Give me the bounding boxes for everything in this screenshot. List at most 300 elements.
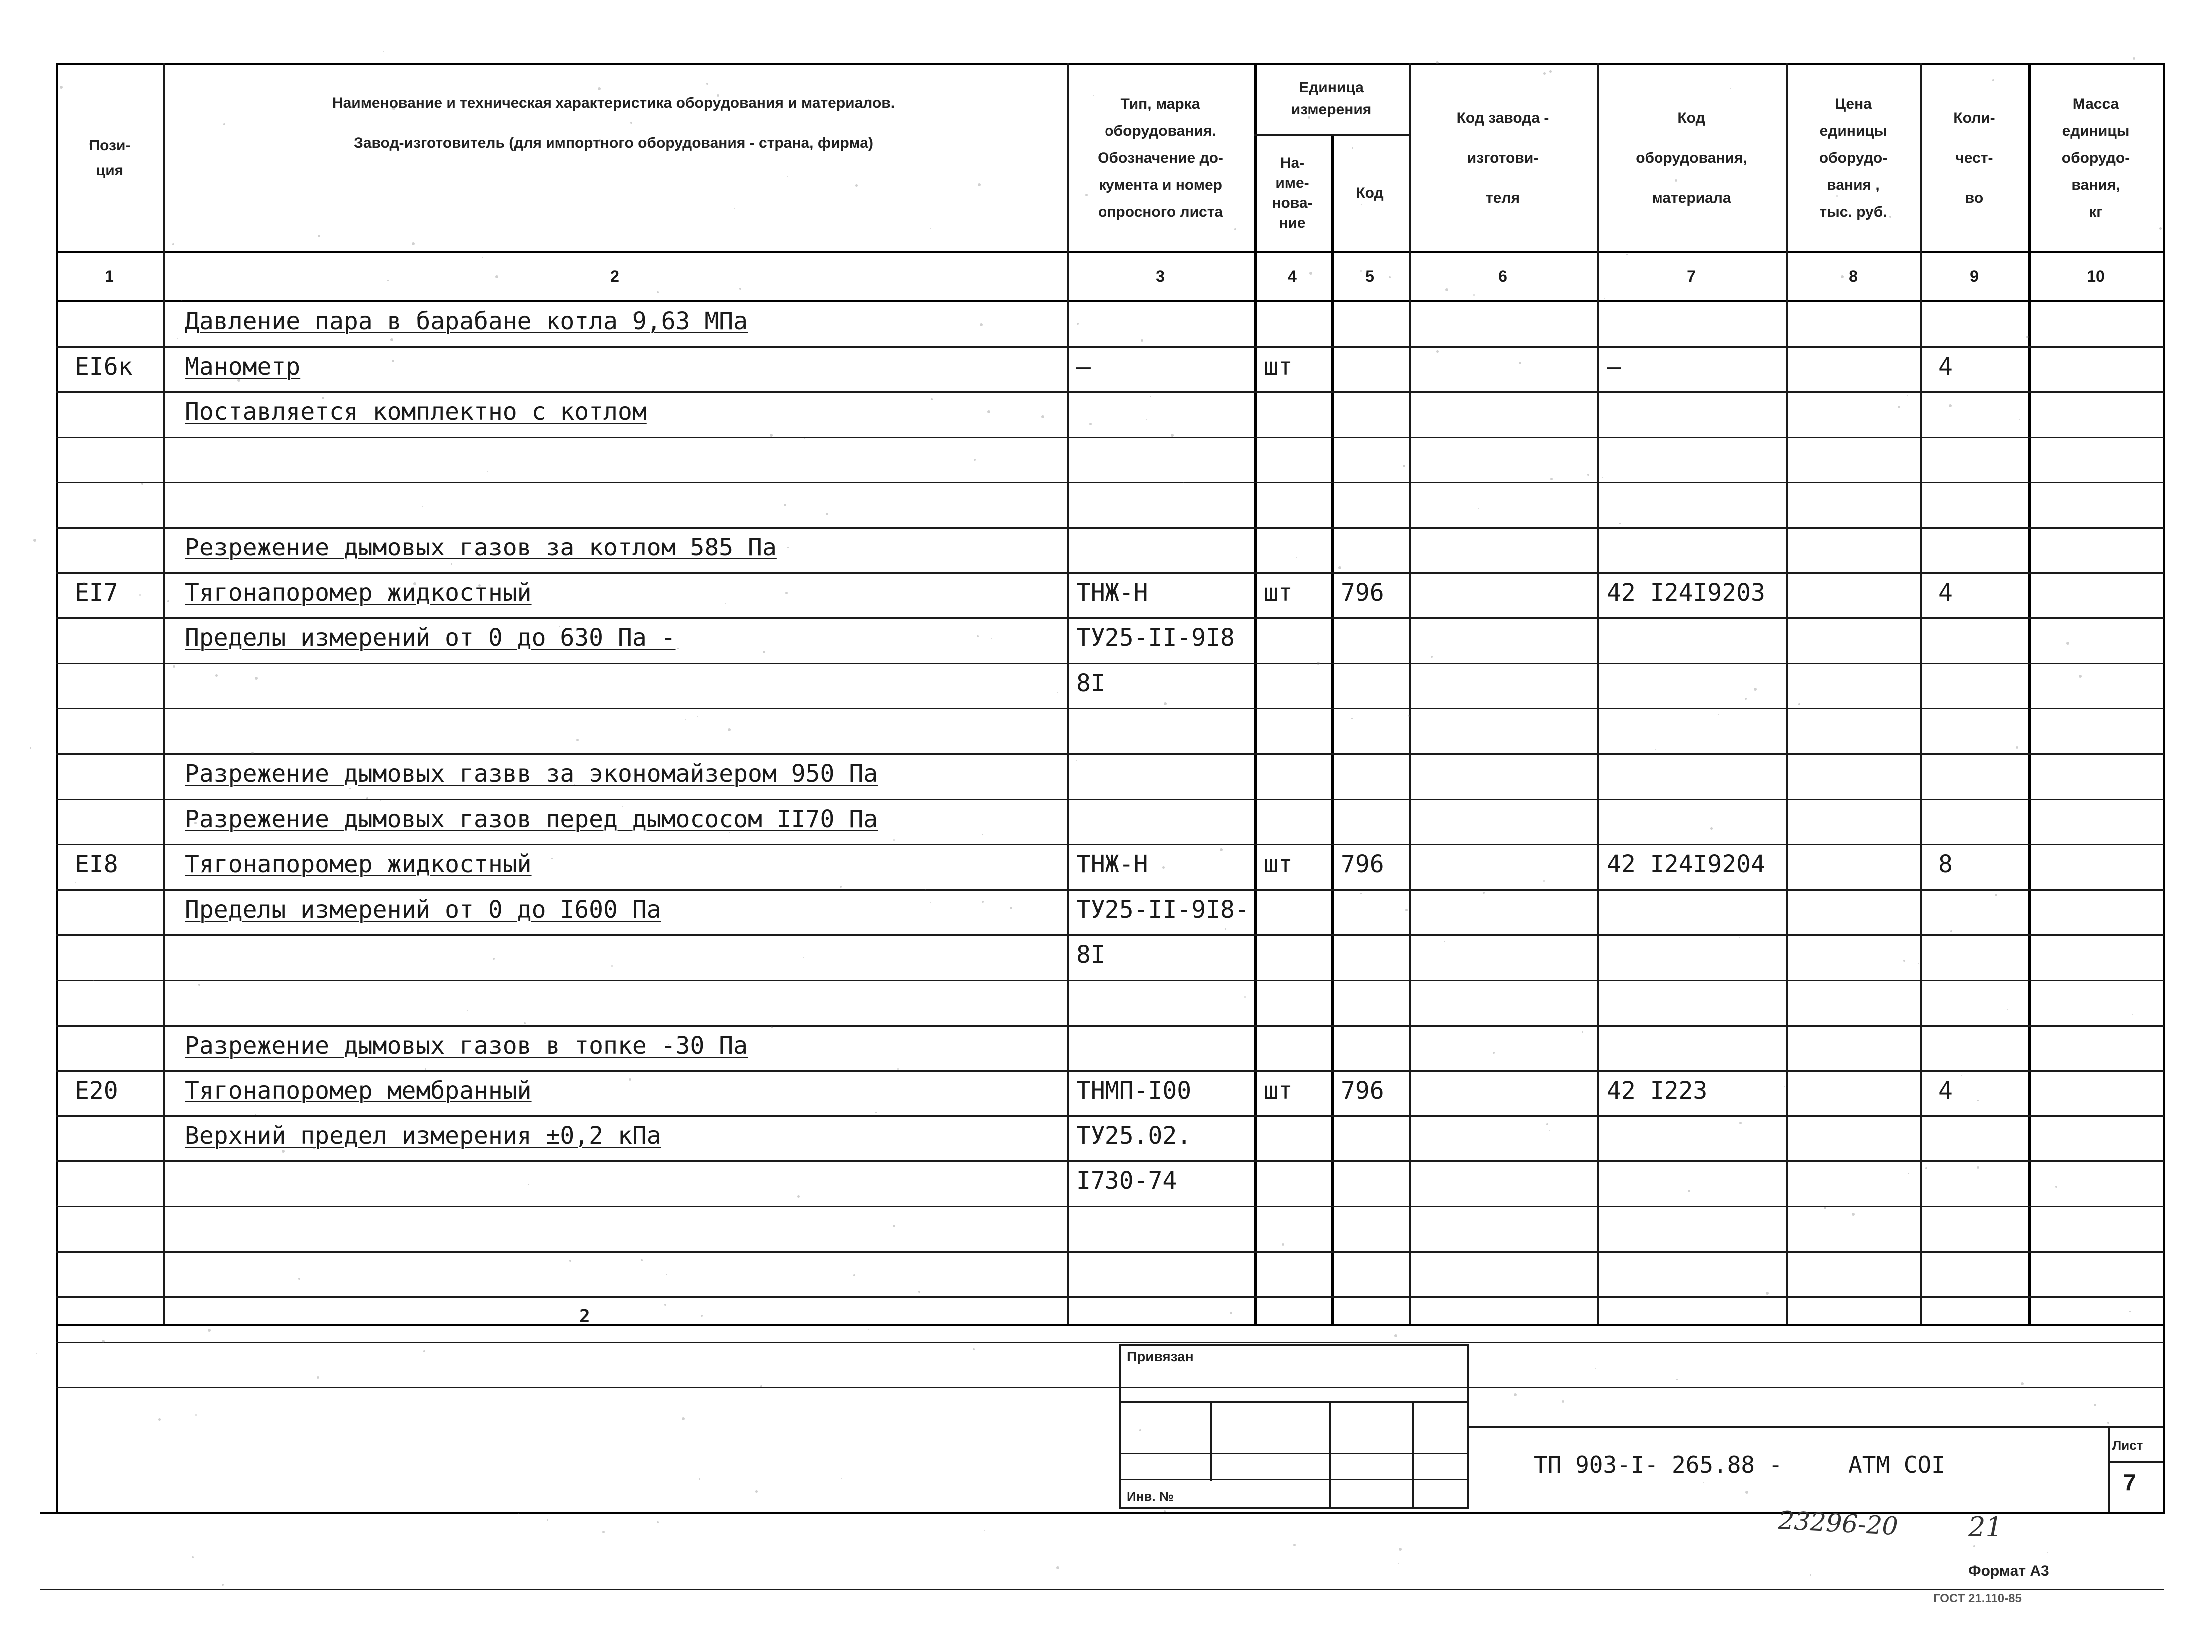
- scan-speck: [251, 752, 254, 754]
- attached-vline-2: [1329, 1401, 1331, 1509]
- row-name: Поставляется комплектно с котлом: [185, 398, 647, 426]
- scan-speck: [629, 1078, 631, 1081]
- row-type: ТНМП-I00: [1076, 1077, 1192, 1105]
- scan-speck: [57, 1205, 58, 1206]
- scan-speck: [1309, 272, 1312, 275]
- scan-speck: [1730, 88, 1731, 89]
- scan-speck: [982, 834, 983, 835]
- scan-speck: [1190, 131, 1193, 134]
- scan-speck: [425, 1068, 426, 1070]
- attached-vline-1: [1210, 1401, 1212, 1481]
- row-type: –: [1076, 352, 1091, 381]
- sheet-number: 7: [2123, 1469, 2136, 1495]
- header-unit-code: Код: [1356, 184, 1384, 201]
- scan-speck: [984, 1530, 985, 1531]
- scan-speck: [893, 1225, 895, 1227]
- scan-speck: [977, 635, 979, 637]
- scan-speck: [668, 1044, 669, 1045]
- scan-speck: [1089, 423, 1092, 425]
- column-number: 9: [1970, 267, 1979, 285]
- scan-speck: [576, 739, 579, 741]
- scan-speck: [390, 338, 393, 341]
- document-section: АТМ СОI: [1848, 1451, 1945, 1478]
- column-number: 2: [610, 267, 619, 285]
- table-row-line: [56, 437, 2164, 438]
- row-code: 796: [1341, 1077, 1384, 1105]
- scan-speck: [1718, 714, 1719, 715]
- scan-speck: [1546, 1123, 1548, 1125]
- row-name: Пределы измерений от 0 до 630 Па -: [185, 624, 676, 652]
- scan-speck: [2047, 1552, 2048, 1553]
- scan-speck: [1493, 1052, 1495, 1054]
- scan-speck: [822, 773, 823, 774]
- scan-speck: [89, 143, 90, 145]
- scan-speck: [1099, 1138, 1101, 1140]
- row-name: Тягонапоромер жидкостный: [185, 850, 532, 879]
- scan-speck: [925, 889, 926, 890]
- scan-speck: [1244, 996, 1246, 998]
- inv-label: Инв. №: [1127, 1489, 1174, 1504]
- scan-speck: [75, 882, 76, 883]
- scan-speck: [318, 235, 320, 237]
- scan-speck: [980, 323, 983, 326]
- row-type: ТУ25-II-9I8-: [1076, 895, 1249, 924]
- scan-speck: [1135, 104, 1138, 107]
- scan-speck: [1360, 893, 1362, 894]
- scan-speck: [1478, 508, 1479, 509]
- scan-speck: [699, 1478, 700, 1480]
- row-type: ТУ25-II-9I8: [1076, 624, 1235, 652]
- scan-speck: [1907, 395, 1908, 396]
- scan-speck: [1171, 434, 1174, 437]
- row-name: Давление пара в барабане котла 9,63 МПа: [185, 307, 748, 335]
- row-qty: 4: [1938, 352, 1953, 381]
- scan-speck: [868, 1329, 869, 1330]
- attached-box: [1119, 1344, 1469, 1509]
- scan-speck: [93, 980, 94, 981]
- attached-hline-1: [1119, 1401, 1469, 1403]
- sheet-label: Лист: [2112, 1438, 2143, 1453]
- scan-speck: [973, 1348, 975, 1350]
- scan-speck: [770, 434, 773, 437]
- scan-speck: [1587, 474, 1589, 476]
- scan-speck: [1950, 930, 1952, 932]
- scan-speck: [1745, 698, 1747, 700]
- scan-speck: [1550, 478, 1553, 480]
- scan-speck: [760, 1385, 762, 1387]
- scan-speck: [598, 139, 601, 142]
- row-name: Резрежение дымовых газов за котлом 585 Па: [185, 534, 777, 561]
- scan-speck: [1710, 827, 1713, 830]
- scan-speck: [729, 832, 730, 833]
- scan-speck: [1841, 275, 1844, 278]
- scan-speck: [974, 459, 976, 461]
- scan-speck: [1139, 1429, 1141, 1431]
- scan-speck: [1582, 1468, 1584, 1471]
- scan-speck: [841, 1478, 842, 1479]
- scan-speck: [1995, 894, 1997, 896]
- scan-speck: [551, 858, 553, 859]
- sheet-outer-bottom: [40, 1589, 2164, 1590]
- scan-speck: [1602, 477, 1603, 478]
- scan-speck: [392, 360, 394, 362]
- column-number: 6: [1498, 267, 1507, 285]
- title-hline: [1469, 1426, 2163, 1428]
- row-name: Тягонапоромер жидкостный: [185, 578, 532, 607]
- scan-speck: [208, 1329, 211, 1332]
- row-type: I730-74: [1076, 1167, 1177, 1195]
- scan-speck: [1399, 1548, 1402, 1551]
- scan-speck: [2159, 227, 2162, 230]
- scan-speck: [2129, 1311, 2131, 1312]
- scan-speck: [1408, 715, 1410, 717]
- row-type: 8I: [1076, 669, 1105, 697]
- scan-speck: [1085, 194, 1088, 196]
- scan-speck: [1389, 276, 1391, 278]
- scan-speck: [1296, 557, 1297, 558]
- scan-speck: [387, 280, 389, 281]
- scan-speck: [1977, 1100, 1979, 1101]
- scan-speck: [1230, 1312, 1232, 1314]
- scan-speck: [1164, 702, 1167, 705]
- scan-speck: [641, 1259, 643, 1261]
- scan-speck: [930, 902, 931, 903]
- scan-speck: [1977, 1166, 1979, 1169]
- table-row-line: [56, 1342, 2164, 1343]
- table-row-line: [56, 980, 2164, 981]
- scan-speck: [1675, 179, 1677, 182]
- scan-speck: [1514, 1393, 1517, 1396]
- scan-speck: [1703, 1482, 1704, 1483]
- scan-speck: [574, 784, 575, 785]
- scan-speck: [785, 592, 788, 594]
- scan-speck: [804, 438, 805, 439]
- scan-speck: [528, 1184, 529, 1185]
- scan-speck: [2016, 746, 2018, 749]
- scan-speck: [1360, 270, 1362, 272]
- scan-speck: [1293, 1544, 1296, 1546]
- table-row-line: [56, 1387, 2164, 1388]
- scan-speck: [1766, 1292, 1769, 1295]
- scan-speck: [1010, 907, 1012, 909]
- column-number: 5: [1365, 267, 1374, 285]
- scan-speck: [1234, 228, 1236, 230]
- scan-speck: [918, 1291, 920, 1293]
- scan-speck: [1352, 147, 1353, 149]
- scan-speck: [392, 107, 395, 110]
- scan-speck: [1824, 1207, 1826, 1209]
- row-pos: ЕI8: [75, 850, 118, 879]
- attached-hline-3: [1119, 1479, 1469, 1480]
- scan-speck: [198, 984, 200, 986]
- header-manufacturer-code: Код завода - изготови- теля: [1456, 109, 1549, 206]
- scan-speck: [1604, 298, 1605, 299]
- row-pos: ЕI6к: [75, 352, 133, 381]
- scan-speck: [1739, 937, 1740, 938]
- scan-speck: [1150, 396, 1151, 397]
- scan-speck: [682, 1417, 685, 1420]
- scan-speck: [2019, 419, 2020, 420]
- scan-speck: [1836, 195, 1838, 197]
- row-type: 8I: [1076, 941, 1105, 969]
- scan-speck: [728, 728, 731, 731]
- scan-speck: [282, 327, 283, 328]
- header-equipment-code: Код оборудования, материала: [1636, 109, 1747, 206]
- row-code: 796: [1341, 578, 1384, 607]
- scan-speck: [1739, 1122, 1742, 1124]
- scan-speck: [685, 719, 686, 720]
- scan-speck: [349, 788, 351, 789]
- scan-speck: [172, 243, 174, 245]
- scan-speck: [897, 1068, 899, 1070]
- scan-speck: [222, 1584, 224, 1586]
- row-type: ТНЖ-Н: [1076, 850, 1148, 879]
- scan-speck: [1338, 566, 1341, 569]
- scan-speck: [1810, 1574, 1811, 1576]
- row-equip: 42 I24I9203: [1607, 578, 1765, 607]
- scan-speck: [1973, 1545, 1975, 1547]
- scan-speck: [482, 257, 483, 258]
- table-row-line: [56, 346, 2164, 348]
- gost-label: ГОСТ 21.110-85: [1933, 1592, 2022, 1604]
- scan-speck: [60, 86, 63, 89]
- scan-speck: [1436, 61, 1439, 64]
- scan-speck: [1655, 749, 1656, 750]
- column-number: 7: [1687, 267, 1696, 285]
- scan-speck: [478, 584, 481, 587]
- scan-speck: [495, 275, 498, 278]
- document-code: ТП 903-I- 265.88 -: [1534, 1451, 1783, 1478]
- row-unit: шт: [1264, 578, 1293, 607]
- row-name: Разрежение дымовых газвв за экономайзером 950 Па: [185, 760, 878, 788]
- scan-speck: [195, 1414, 197, 1416]
- table-row-line: [56, 1206, 2164, 1207]
- scan-speck: [36, 1353, 37, 1354]
- header-type: Тип, марка оборудования. Обозначение до- кумента и номер опросного листа: [1098, 95, 1223, 220]
- scan-speck: [33, 539, 36, 542]
- scan-speck: [1183, 482, 1184, 483]
- scan-speck: [2079, 675, 2082, 678]
- sheet-box-divider: [2108, 1461, 2163, 1463]
- scan-speck: [664, 1304, 666, 1306]
- scan-speck: [2021, 1382, 2024, 1385]
- scan-speck: [1549, 70, 1552, 73]
- scan-speck: [1626, 254, 1628, 255]
- scan-speck: [725, 603, 726, 604]
- handwritten-page: 21: [1968, 1511, 2003, 1543]
- column-number: 3: [1156, 267, 1165, 285]
- scan-speck: [1220, 848, 1223, 851]
- scan-speck: [666, 1274, 667, 1275]
- attached-label: Привязан: [1127, 1349, 1194, 1364]
- scan-speck: [1141, 339, 1143, 342]
- scan-speck: [797, 1195, 800, 1198]
- row-name: Разрежение дымовых газов перед дымососом II70 Па: [185, 805, 878, 833]
- scan-speck: [978, 183, 981, 186]
- scan-speck: [313, 1147, 315, 1149]
- scan-speck: [739, 288, 741, 290]
- scan-speck: [581, 819, 582, 820]
- row-name: Пределы измерений от 0 до I600 Па: [185, 895, 661, 924]
- scan-speck: [1961, 1075, 1962, 1076]
- scan-speck: [569, 1260, 571, 1262]
- scan-speck: [1473, 294, 1475, 296]
- scan-speck: [930, 228, 931, 229]
- scan-speck: [487, 471, 488, 472]
- scan-speck: [83, 582, 85, 585]
- scan-speck: [982, 901, 984, 903]
- row-type: ТНЖ-Н: [1076, 578, 1148, 607]
- scan-speck: [467, 1010, 468, 1011]
- scan-speck: [1080, 684, 1081, 685]
- scan-speck: [1619, 523, 1621, 524]
- scan-speck: [2007, 1009, 2008, 1010]
- column-number: 4: [1288, 267, 1297, 285]
- scan-speck: [412, 242, 415, 245]
- scan-speck: [451, 563, 452, 565]
- row-qty: 4: [1938, 1077, 1953, 1105]
- scan-speck: [255, 1114, 256, 1115]
- scan-speck: [622, 806, 623, 807]
- scan-speck: [235, 542, 238, 545]
- attached-vline-3: [1412, 1401, 1414, 1509]
- scan-speck: [787, 176, 788, 177]
- scan-speck: [1925, 1167, 1927, 1169]
- scan-speck: [139, 594, 141, 596]
- scan-speck: [1889, 216, 1891, 218]
- scan-speck: [1562, 1400, 1564, 1403]
- scan-speck: [2026, 336, 2029, 338]
- scan-speck: [1057, 692, 1058, 693]
- scan-speck: [1351, 718, 1353, 719]
- scan-speck: [413, 582, 416, 585]
- scan-speck: [215, 674, 218, 677]
- scan-speck: [177, 338, 178, 339]
- scan-speck: [602, 1531, 605, 1533]
- scan-speck: [677, 648, 679, 649]
- header-mass: Масса единицы оборудо- вания, кг: [2061, 95, 2130, 220]
- row-qty: 4: [1938, 578, 1953, 607]
- scan-speck: [991, 638, 992, 639]
- row-name: Разрежение дымовых газов в топке -30 Па: [185, 1031, 748, 1060]
- scan-speck: [1164, 1510, 1166, 1512]
- table-row-line: [56, 934, 2164, 936]
- scan-speck: [630, 122, 632, 124]
- scan-speck: [1582, 1031, 1583, 1033]
- scan-speck: [237, 379, 240, 382]
- scan-speck: [2133, 57, 2135, 60]
- row-pos: ЕI7: [75, 578, 118, 607]
- scan-speck: [706, 83, 708, 85]
- row-unit: шт: [1264, 1077, 1293, 1105]
- scan-speck: [803, 957, 804, 958]
- scan-speck: [1754, 688, 1757, 691]
- header-quantity: Коли- чест- во: [1953, 109, 1995, 206]
- scan-speck: [1317, 662, 1320, 665]
- scan-speck: [855, 184, 858, 187]
- scan-speck: [701, 1315, 703, 1317]
- sheet-box-left: [2108, 1426, 2110, 1512]
- scan-speck: [524, 1022, 526, 1024]
- scan-speck: [194, 822, 197, 824]
- scan-speck: [1431, 656, 1433, 658]
- scan-speck: [1992, 79, 1994, 81]
- scan-speck: [518, 1513, 519, 1514]
- scan-speck: [1146, 419, 1147, 420]
- header-position: Пози- ция: [89, 137, 131, 179]
- scan-speck: [1852, 1213, 1855, 1216]
- scan-speck: [771, 1026, 773, 1028]
- row-name: Манометр: [185, 352, 301, 381]
- scan-speck: [657, 1521, 659, 1523]
- scan-speck: [1798, 703, 1800, 705]
- scan-speck: [1436, 350, 1439, 353]
- scan-speck: [383, 51, 384, 52]
- scan-speck: [1595, 1368, 1596, 1369]
- column-separator: [1331, 135, 1334, 1324]
- row-name: 2: [579, 1306, 590, 1327]
- scan-speck: [1549, 1130, 1550, 1131]
- header-name-line1: Наименование и техническая характеристика оборудования и материалов.: [332, 95, 895, 111]
- scan-speck: [987, 410, 990, 413]
- attached-hline-2: [1119, 1453, 1469, 1454]
- row-qty: 8: [1938, 850, 1953, 879]
- scan-speck: [173, 665, 175, 668]
- scan-speck: [1077, 323, 1079, 325]
- scan-speck: [493, 958, 495, 960]
- scan-speck: [1225, 928, 1226, 930]
- scan-speck: [787, 547, 789, 548]
- scan-speck: [255, 677, 258, 680]
- table-row-line: [56, 1251, 2164, 1253]
- scan-speck: [1784, 1086, 1785, 1087]
- row-name: Верхний предел измерения ±0,2 кПа: [185, 1121, 661, 1150]
- scan-speck: [423, 1350, 425, 1352]
- row-equip: 42 I24I9204: [1607, 850, 1765, 879]
- row-unit: шт: [1264, 850, 1293, 879]
- scan-speck: [1949, 404, 1952, 407]
- scan-speck: [1445, 288, 1448, 291]
- scan-speck: [931, 398, 933, 400]
- table-row-line: [56, 482, 2164, 483]
- scan-speck: [826, 513, 828, 515]
- scan-speck: [1903, 960, 1905, 962]
- row-type: ТУ25.02.: [1076, 1121, 1192, 1150]
- scan-speck: [2107, 1422, 2109, 1424]
- column-number: 10: [2087, 267, 2105, 285]
- scan-speck: [1056, 1566, 1059, 1569]
- scan-speck: [1405, 909, 1408, 911]
- table-row-line: [56, 663, 2164, 664]
- scan-speck: [1745, 1491, 1748, 1494]
- row-pos: Е20: [75, 1077, 118, 1105]
- format-label: Формат А3: [1968, 1563, 2049, 1579]
- table-row-line: [56, 708, 2164, 709]
- row-code: 796: [1341, 850, 1384, 879]
- scan-speck: [2094, 1404, 2096, 1406]
- scan-speck: [192, 1556, 194, 1558]
- scan-speck: [292, 554, 293, 555]
- scan-speck: [697, 716, 698, 717]
- scan-speck: [755, 1490, 758, 1493]
- scan-speck: [317, 1376, 319, 1379]
- scan-speck: [158, 1418, 161, 1421]
- row-equip: 42 I223: [1607, 1077, 1708, 1105]
- scan-speck: [380, 800, 381, 801]
- scan-speck: [1093, 95, 1094, 96]
- table-row-line: [56, 1296, 2164, 1298]
- table-bottom-border: [56, 1324, 2164, 1326]
